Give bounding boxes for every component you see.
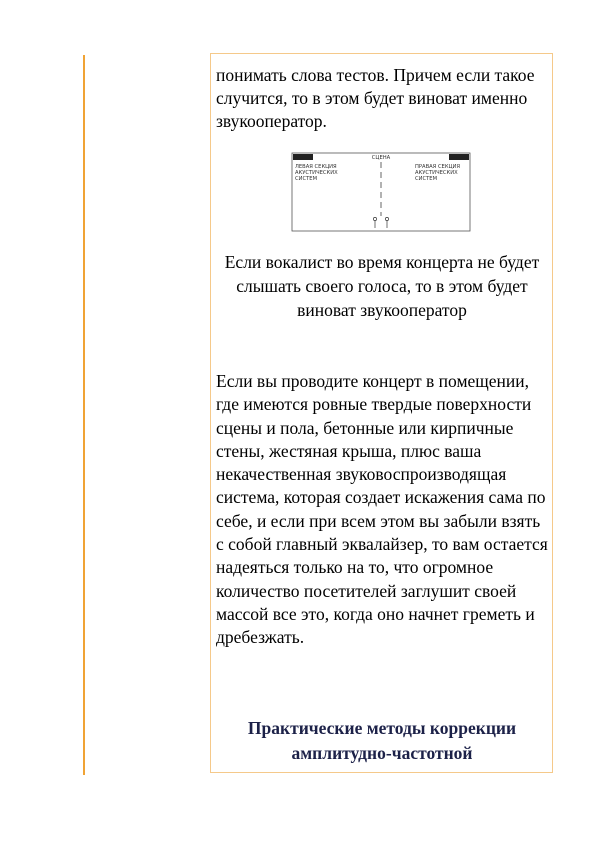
- section-heading: Практические методы коррекции амплитудно-частотной: [247, 718, 517, 763]
- right-section-label-1: ПРАВАЯ СЕКЦИЯ: [415, 164, 461, 170]
- intro-paragraph: понимать слова тестов. Причем если такое случится, то в этом будет виноват именно звукооператор.: [216, 65, 535, 131]
- left-section-label-1: ЛЕВАЯ СЕКЦИЯ: [295, 164, 337, 170]
- right-section-label-2: АКУСТИЧЕСКИХ: [415, 170, 458, 176]
- right-section-label-3: СИСТЕМ: [415, 176, 438, 182]
- left-margin-rule: [83, 55, 85, 775]
- stage-diagram: [291, 152, 471, 232]
- left-section-label-3: СИСТЕМ: [295, 176, 318, 182]
- content-frame: [210, 53, 553, 773]
- stage-label: СЦЕНА: [371, 155, 391, 161]
- right-speaker-icon: [449, 154, 469, 160]
- body-paragraph: Если вы проводите концерт в помещении, где имеются ровные твердые поверхности сцены и пола, бетонные или кирпичные стены, жестяная крыша, плюс ваша некачественная звуковоспроизводящая система, которая создает искажения сама по себе, и если при всем этом вы забыли взять с собой главный эквалайзер, то вам остается надеяться только на то, что огромное количество посетителей заглушит своей массой все это, когда оно начнет греметь и дребезжать.: [216, 371, 548, 648]
- figure-caption: Если вокалист во время концерта не будет слышать своего голоса, то в этом будет виноват звукооператор: [224, 252, 540, 320]
- left-speaker-icon: [293, 154, 313, 160]
- left-section-label-2: АКУСТИЧЕСКИХ: [295, 170, 338, 176]
